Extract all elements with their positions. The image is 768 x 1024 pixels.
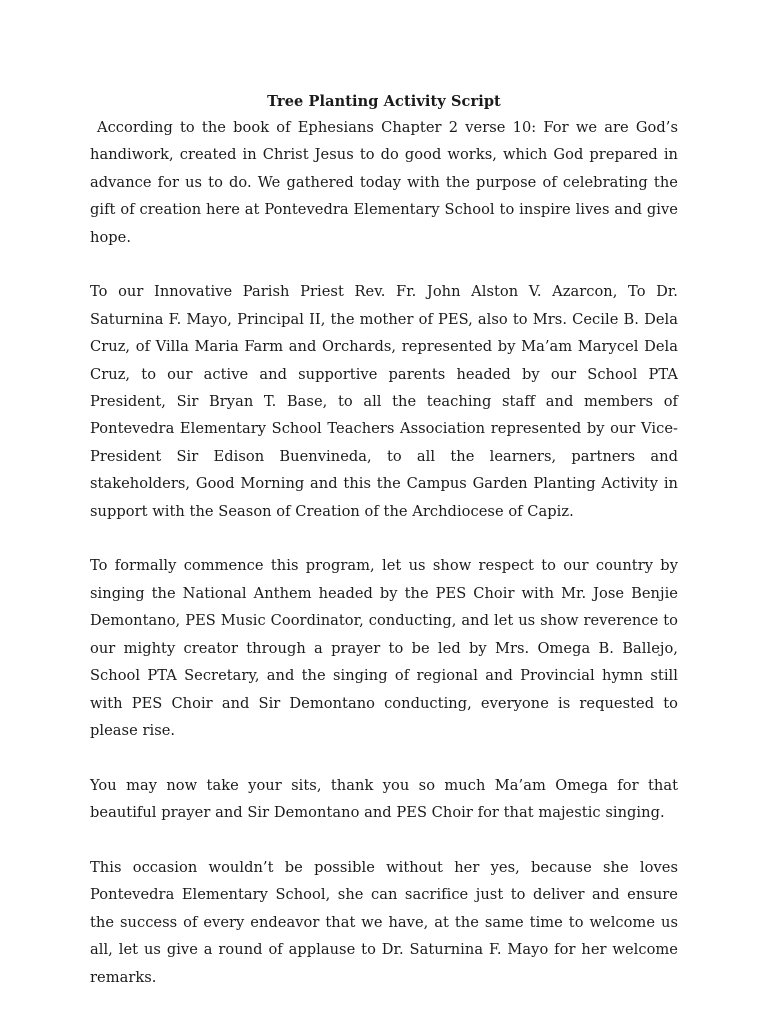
paragraph-welcome-remarks: This occasion wouldn’t be possible without her yes, because she loves Pontevedra Elementary School, she can sacrifice just to deliver and ensure the success of every endeavor that we have, at the same time to welcome us all, let us give a round of applause to Dr. Saturnina F. Mayo for her welcome remarks. — [90, 858, 678, 986]
paragraph-commencement: To formally commence this program, let us show respect to our country by singing the National Anthem headed by the PES Choir with Mr. Jose Benjie Demontano, PES Music Coordinator, conducting, and let us show reverence to our mighty creator through a prayer to be led by Mrs. Omega B. Ballejo, School PTA Secretary, and the singing of regional and Provincial hymn still with PES Choir and Sir Demontano conducting, everyone is requested to please rise. — [90, 557, 678, 739]
paragraph-greetings: To our Innovative Parish Priest Rev. Fr. John Alston V. Azarcon, To Dr. Saturnina F. Mayo, Principal II, the mother of PES, also to Mrs. Cecile B. Dela Cruz, of Villa Maria Farm and Orchards, represented by Ma’am Marycel Dela Cruz, to our active and supportive parents headed by our School PTA President, Sir Bryan T. Base, to all the teaching staff and members of Pontevedra Elementary School Teachers Association represented by our Vice-President Sir Edison Buenvineda, to all the learners, partners and stakeholders, Good Morning and this the Campus Garden Planting Activity in support with the Season of Creation of the Archdiocese of Capiz. — [90, 283, 678, 520]
document-title: Tree Planting Activity Script — [267, 93, 501, 110]
document-page — [90, 92, 678, 991]
paragraph-opening: According to the book of Ephesians Chapter 2 verse 10: For we are God’s handiwork, created in Christ Jesus to do good works, which God prepared in advance for us to do. We gathered today with the purpose of celebrating the gift of creation here at Pontevedra Elementary School to inspire lives and give hope. — [90, 119, 678, 246]
paragraph-thanks: You may now take your sits, thank you so much Ma’am Omega for that beautiful prayer and Sir Demontano and PES Choir for that majestic singing. — [90, 776, 678, 822]
